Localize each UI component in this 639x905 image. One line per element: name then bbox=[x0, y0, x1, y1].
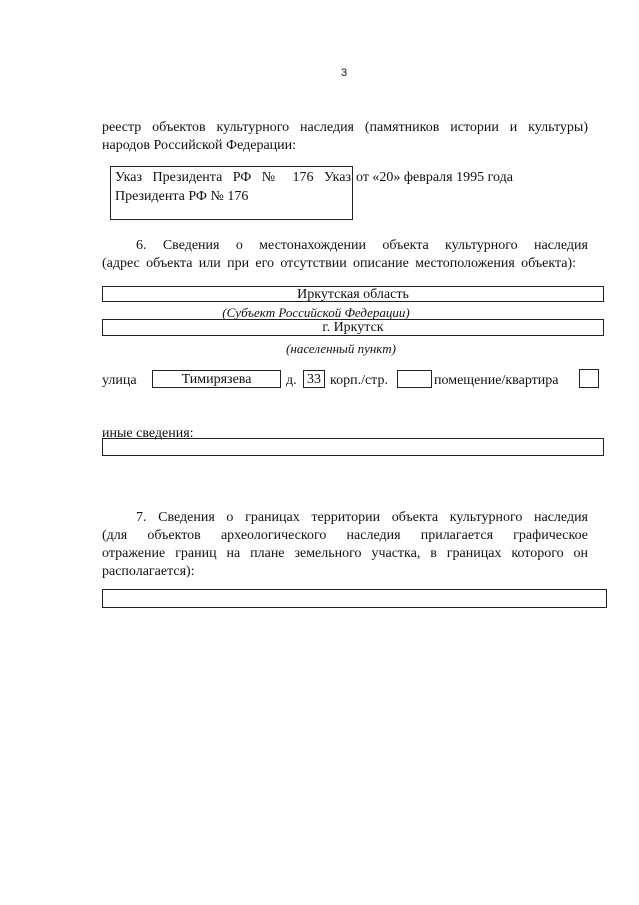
decree-line-2: Президента РФ № 176 bbox=[115, 189, 249, 204]
intro-line-1: реестр объектов культурного наследия (памятников истории и культуры) bbox=[102, 120, 588, 135]
region-caption: (Субъект Российской Федерации) bbox=[222, 305, 410, 320]
decree-line-1: Указ Президента РФ № 176 Указ bbox=[115, 170, 351, 185]
street-label: улица bbox=[102, 373, 137, 388]
building-label: корп./стр. bbox=[330, 373, 388, 388]
section-7-line-3: отражение границ на плане земельного участка, в границах которого он bbox=[102, 546, 588, 561]
other-info-field[interactable] bbox=[102, 438, 604, 456]
apartment-label: помещение/квартира bbox=[434, 373, 559, 388]
house-label: д. bbox=[286, 373, 297, 388]
region-value: Иркутская область bbox=[297, 287, 409, 302]
locality-value: г. Иркутск bbox=[322, 320, 384, 335]
street-value: Тимирязева bbox=[181, 372, 252, 387]
intro-line-2: народов Российской Федерации: bbox=[102, 138, 297, 153]
decree-date: от «20» февраля 1995 года bbox=[356, 170, 513, 185]
page-number: 3 bbox=[341, 67, 348, 79]
house-value: 33 bbox=[307, 372, 321, 387]
locality-caption: (населенный пункт) bbox=[286, 341, 396, 356]
section-7-line-2: (для объектов археологического наследия прилагается графическое bbox=[102, 528, 588, 543]
apartment-field[interactable] bbox=[579, 369, 599, 388]
boundaries-field[interactable] bbox=[102, 589, 607, 608]
building-field[interactable] bbox=[397, 370, 432, 388]
section-6-heading: 6. Сведения о местонахождении объекта культурного наследия bbox=[136, 238, 588, 253]
section-6-subheading: (адрес объекта или при его отсутствии описание местоположения объекта): bbox=[102, 256, 576, 271]
section-7-heading: 7. Сведения о границах территории объекта культурного наследия bbox=[136, 510, 588, 525]
section-7-line-4: располагается): bbox=[102, 564, 195, 579]
other-info-label: иные сведения: bbox=[102, 426, 194, 441]
